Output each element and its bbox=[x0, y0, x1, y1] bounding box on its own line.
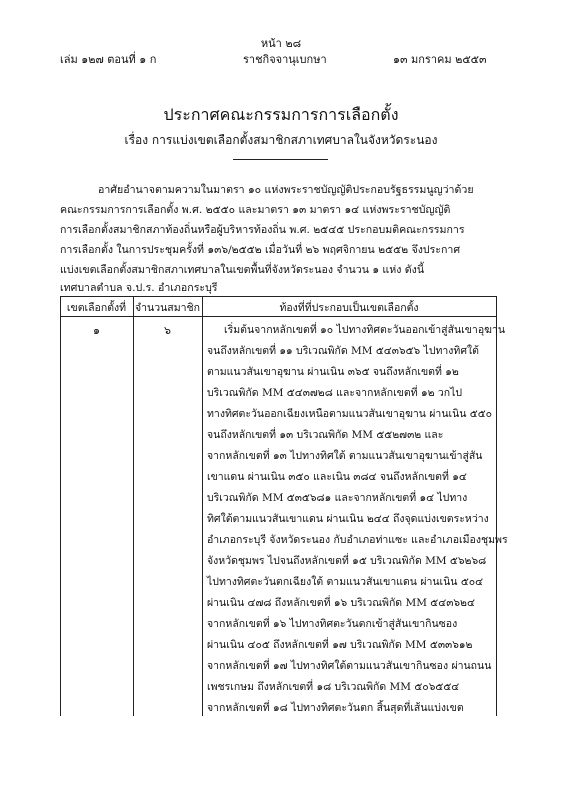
title-divider bbox=[233, 159, 328, 160]
table-border-left bbox=[60, 696, 61, 716]
table-column-divider bbox=[133, 296, 134, 696]
table-column-divider bbox=[202, 296, 203, 696]
table-border-right bbox=[496, 296, 497, 696]
column-header-members: จำนวนสมาชิก bbox=[134, 302, 200, 314]
gazette-date: ๑๓ มกราคม ๒๕๕๓ bbox=[393, 53, 487, 66]
area-description-line: บริเวณพิกัด MM ๕๓๕๖๘๑ และจากหลักเขตที่ ๑๔ ไปทาง bbox=[207, 492, 468, 504]
municipality-name: เทศบาลตำบล จ.ป.ร. อำเภอกระบุรี bbox=[60, 282, 218, 294]
area-description-line: ผ่านเนิน ๔๐๕ ถึงหลักเขตที่ ๑๗ บริเวณพิกัด MM ๕๓๓๖๑๒ bbox=[207, 639, 473, 651]
area-description-line: ทิศใต้ตามแนวสันเขาแดน ผ่านเนิน ๒๔๔ ถึงจุดแบ่งเขตระหว่าง bbox=[207, 513, 489, 525]
page-number: หน้า ๒๘ bbox=[260, 37, 302, 50]
table-border-top bbox=[60, 296, 497, 297]
paragraph-line: คณะกรรมการการเลือกตั้ง พ.ศ. ๒๕๕๐ และมาตรา ๑๓ มาตรา ๑๔ แห่งพระราชบัญญัติ bbox=[60, 204, 451, 216]
area-description-line: จากหลักเขตที่ ๑๘ ไปทางทิศตะวันตก สิ้นสุดที่เส้นแบ่งเขต bbox=[207, 702, 464, 714]
area-description-line: จนถึงหลักเขตที่ ๑๓ บริเวณพิกัด MM ๕๕๒๗๓๒ และ bbox=[207, 429, 444, 441]
area-description-line: เขาแดน ผ่านเนิน ๓๕๐ และเนิน ๓๘๔ จนถึงหลักเขตที่ ๑๔ bbox=[207, 471, 467, 483]
table-header-divider bbox=[60, 316, 497, 317]
area-description-line: จากหลักเขตที่ ๑๖ ไปทางทิศตะวันตกเข้าสู่สันเขากินซอง bbox=[207, 618, 458, 630]
table-column-divider bbox=[202, 696, 203, 716]
column-header-district: เขตเลือกตั้งที่ bbox=[66, 302, 127, 314]
announcement-subject: เรื่อง การแบ่งเขตเลือกตั้งสมาชิกสภาเทศบาลในจังหวัดระนอง bbox=[124, 133, 438, 147]
table-column-divider bbox=[133, 696, 134, 716]
table-border-left bbox=[60, 296, 61, 696]
area-description-line: เริ่มต้นจากหลักเขตที่ ๑๐ ไปทางทิศตะวันออกเข้าสู่สันเขาอุฆาน bbox=[224, 324, 505, 336]
area-description-line: ทางทิศตะวันออกเฉียงเหนือตามแนวสันเขาอุฆาน ผ่านเนิน ๕๕๐ bbox=[207, 408, 493, 420]
area-description-line: ไปทางทิศตะวันตกเฉียงใต้ ตามแนวสันเขาแดน ผ่านเนิน ๕๐๔ bbox=[207, 576, 484, 588]
announcement-title: ประกาศคณะกรรมการการเลือกตั้ง bbox=[163, 105, 399, 124]
paragraph-line: การเลือกตั้งสมาชิกสภาท้องถิ่นหรือผู้บริหารท้องถิ่น พ.ศ. ๒๕๔๕ ประกอบมติคณะกรรมการ bbox=[60, 224, 465, 236]
paragraph-line: การเลือกตั้ง ในการประชุมครั้งที่ ๑๓๖/๒๕๕๒ เมื่อวันที่ ๒๖ พฤศจิกายน ๒๕๕๒ จึงประกาศ bbox=[60, 244, 461, 256]
paragraph-line: แบ่งเขตเลือกตั้งสมาชิกสภาเทศบาลในเขตพื้นที่จังหวัดระนอง จำนวน ๑ แห่ง ดังนี้ bbox=[60, 264, 425, 276]
area-description-line: จังหวัดชุมพร ไปจนถึงหลักเขตที่ ๑๕ บริเวณพิกัด MM ๕๖๒๖๘ bbox=[207, 555, 487, 567]
paragraph-line: อาศัยอำนาจตามความในมาตรา ๑๐ แห่งพระราชบัญญัติประกอบรัฐธรรมนูญว่าด้วย bbox=[98, 184, 474, 196]
member-count: ๖ bbox=[164, 324, 171, 337]
gazette-name: ราชกิจจานุเบกษา bbox=[243, 53, 327, 66]
table-border-right bbox=[496, 696, 497, 716]
district-number: ๑ bbox=[93, 324, 100, 337]
column-header-area: ท้องที่ที่ประกอบเป็นเขตเลือกตั้ง bbox=[279, 302, 419, 314]
district-table bbox=[60, 296, 508, 696]
area-description-line: ผ่านเนิน ๔๗๘ ถึงหลักเขตที่ ๑๖ บริเวณพิกัด MM ๕๔๓๖๒๔ bbox=[207, 597, 475, 609]
area-description-line: จากหลักเขตที่ ๑๓ ไปทางทิศใต้ ตามแนวสันเขาอุฆานเข้าสู่สัน bbox=[207, 450, 483, 462]
area-description-line: จากหลักเขตที่ ๑๗ ไปทางทิศใต้ตามแนวสันเขากินซอง ผ่านถนน bbox=[207, 660, 492, 672]
area-description-line: ตามแนวสันเขาอุฆาน ผ่านเนิน ๓๖๕ จนถึงหลักเขตที่ ๑๒ bbox=[207, 366, 459, 378]
area-description-line: บริเวณพิกัด MM ๕๔๓๗๒๘ และจากหลักเขตที่ ๑๒ วกไป bbox=[207, 387, 463, 399]
area-description-line: อำเภอกระบุรี จังหวัดระนอง กับอำเภอท่าแซะ และอำเภอเมืองชุมพร bbox=[207, 534, 508, 546]
area-description-line: เพชรเกษม ถึงหลักเขตที่ ๑๘ บริเวณพิกัด MM ๕๐๖๕๕๔ bbox=[207, 681, 460, 693]
gazette-volume: เล่ม ๑๒๗ ตอนที่ ๑ ก bbox=[60, 53, 157, 66]
area-description-line: จนถึงหลักเขตที่ ๑๑ บริเวณพิกัด MM ๕๔๓๖๕๖ ไปทางทิศใต้ bbox=[207, 345, 479, 357]
